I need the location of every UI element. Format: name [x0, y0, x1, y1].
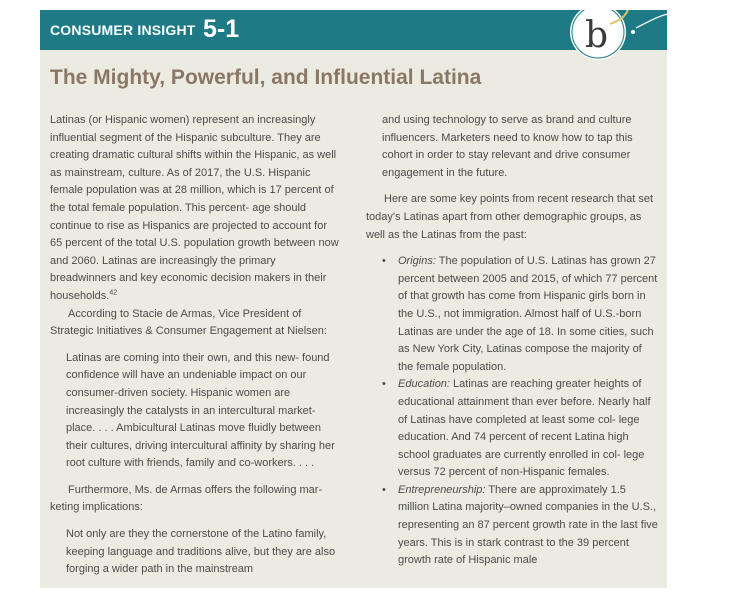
block-quote: Not only are they the cornerstone of the Latino family, keeping language and traditions alive, but they are also forging a wider path in the mainstream [66, 528, 336, 576]
block-quote: Latinas are coming into their own, and this new- found confidence will have an undeniable impact on our consumer-driven society. Hispanic women are increasingly the catalysts in an intercultural market- place. . . . Ambicultural Latinas move fluidly between their cultures, driving intercultural affinity by sharing her root culture with friends, family and co-workers. . . . [66, 351, 335, 470]
list-item: • Entrepreneurship: There are approximately 1.5 million Latina majority–owned companies in the U.S., representing an 87 percent growth rate in the last five years. This is in stark contrast to the 39 percent growth rate of Hispanic male [382, 483, 658, 567]
attribution-paragraph: According to Stacie de Armas, Vice President of Strategic Initiatives & Consumer Engagement at Nielsen: [50, 307, 327, 338]
footnote-ref: 42 [109, 289, 118, 297]
insight-header [40, 10, 667, 56]
header-number: 5-1 [203, 15, 240, 43]
left-column [50, 112, 342, 579]
header-label: CONSUMER INSIGHT [50, 22, 196, 38]
intro-paragraph: Latinas (or Hispanic women) represent an increasingly influential segment of the Hispanic subculture. They are creating dramatic cultural shifts within the Hispanic, as well as mainstream, culture. As of 2017, the U.S. Hispanic female population was at 28 million, which is 17 percent of the total female population. This percent- age should continue to rise as Hispanics are projected to account for 65 percent of the total U.S. population growth between now and 2060. Latinas are increasingly the primary breadwinners and key economic decision makers in their households.$^{42}$ [50, 114, 339, 302]
article-title: The Mighty, Powerful, and Influential Latina [50, 66, 482, 89]
key-points-intro: Here are some key points from recent research that set today's Latinas apart from other demographic groups, as well as the Latinas from the past: [366, 193, 654, 241]
brand-logo-icon [558, 10, 667, 62]
list-item: • Education: Latinas are reaching greater heights of educational attainment than ever before. Nearly half of Latinas have completed at least some col- lege education. And 74 percent of recent Latina high school graduates are currently enrolled in col- lege versus 72 percent of non-Hispanic females. [382, 378, 651, 479]
block-quote-continued: and using technology to serve as brand and culture influencers. Marketers need to know how to tap this cohort in order to stay relevant and drive consumer engagement in the future. [382, 114, 633, 179]
list-item: • Origins: The population of U.S. Latinas has grown 27 percent between 2005 and 2015, of which 77 percent of that growth has come from Hispanic girls born in the U.S., not immigration. Almost half of U.S.-born Latinas are under the age of 18. In some cities, such as New York City, Latinas compose the majority of the female population. [382, 255, 658, 373]
consumer-insight-box [40, 10, 667, 588]
key-points-list [366, 253, 658, 570]
right-column [366, 112, 658, 570]
logo-letter: b [585, 15, 609, 56]
implications-paragraph: Furthermore, Ms. de Armas offers the following mar- keting implications: [50, 483, 323, 514]
